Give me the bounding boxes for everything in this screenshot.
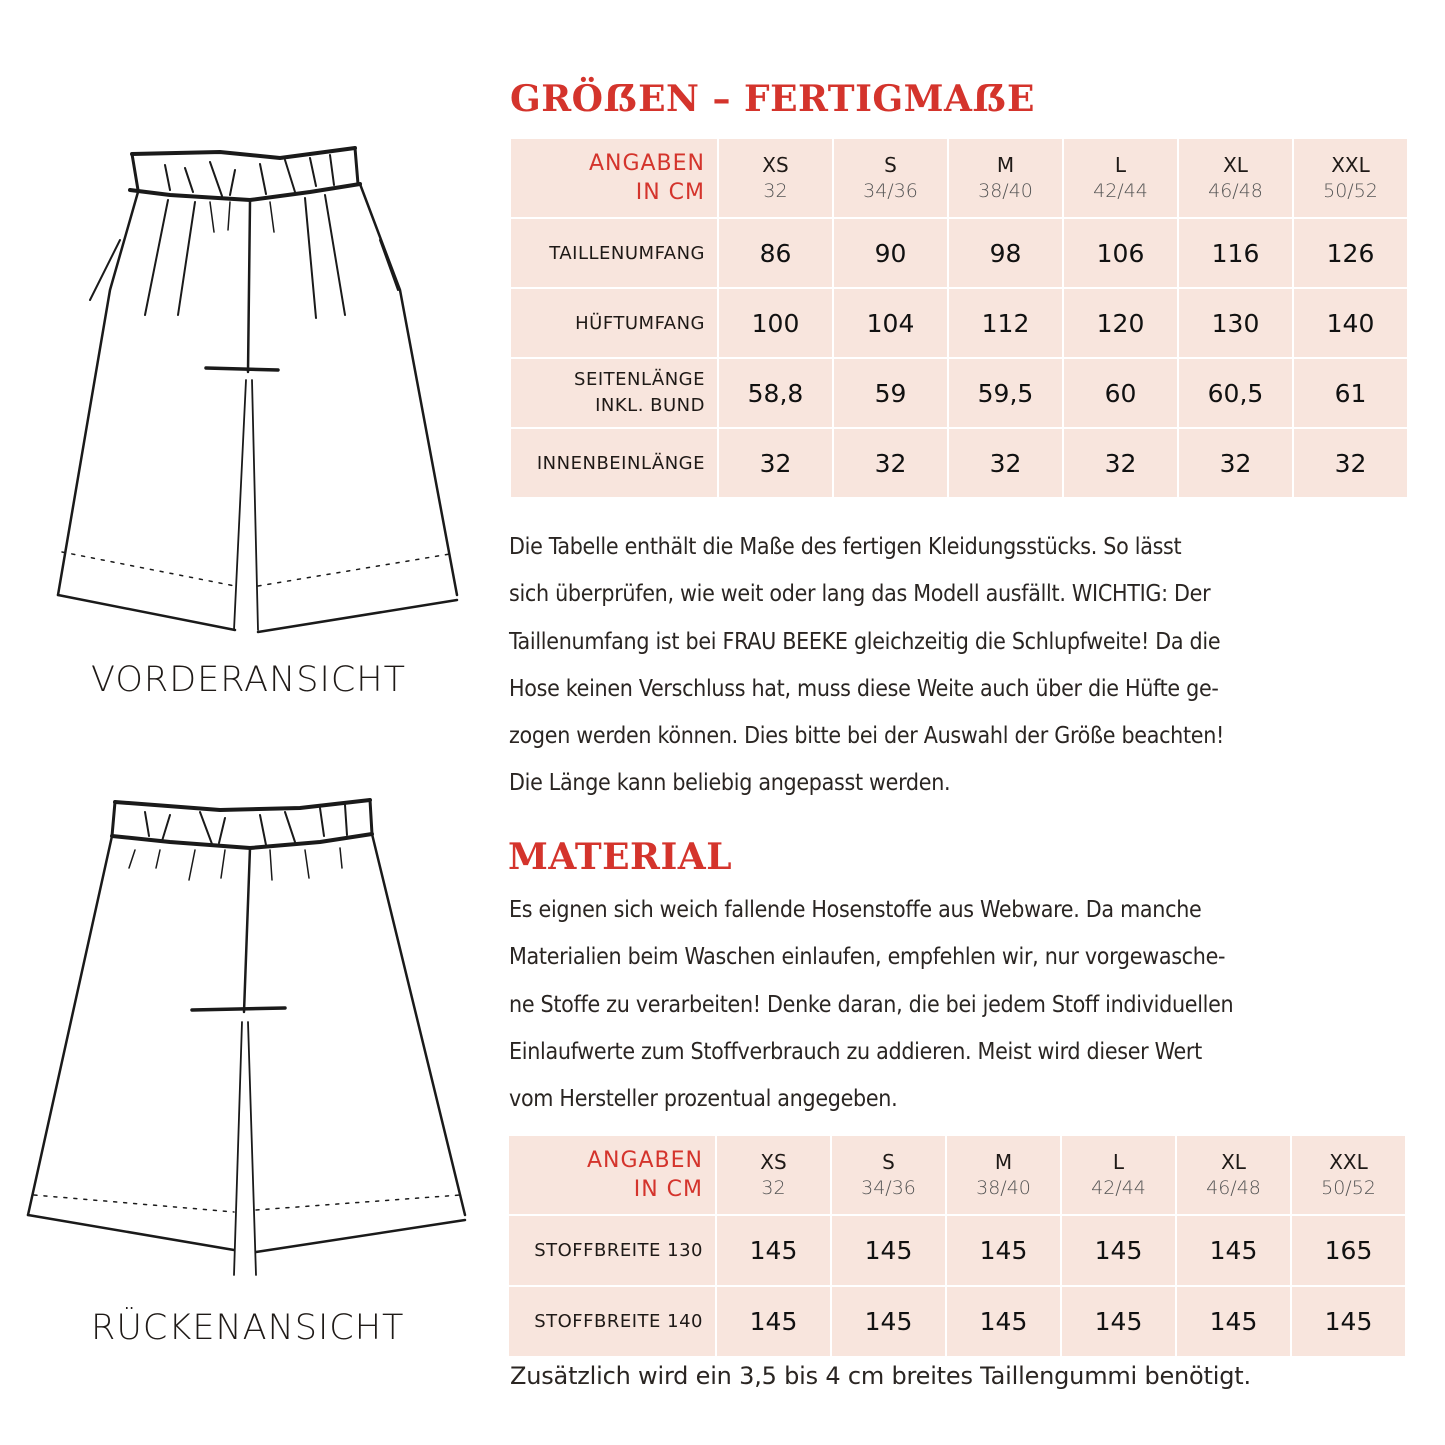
units-header xyxy=(508,1135,716,1215)
size-number: 32 xyxy=(763,180,788,202)
text-line: sich überprüfen, wie weit oder lang das Modell ausfällt. WICHTIG: Der xyxy=(509,581,1211,608)
table-cell: 32 xyxy=(1178,428,1293,498)
table-cell: 100 xyxy=(718,288,833,358)
size-number: 34/36 xyxy=(861,1177,916,1199)
row-label: INNENBEINLÄNGE xyxy=(510,428,718,498)
size-name: XL xyxy=(1221,1150,1246,1174)
sizes-description xyxy=(509,524,1224,808)
text-line: Die Länge kann beliebig angepasst werden. xyxy=(509,770,951,797)
row-label: STOFFBREITE 140 xyxy=(508,1286,716,1357)
table-cell: 59,5 xyxy=(948,358,1063,428)
text-line: Taillenumfang ist bei FRAU BEEKE gleichzeitig die Schlupfweite! Da die xyxy=(509,628,1221,655)
table-cell: 145 xyxy=(831,1215,946,1286)
table-cell: 145 xyxy=(946,1215,1061,1286)
table-cell: 145 xyxy=(1061,1286,1176,1357)
table-row xyxy=(510,358,1408,428)
size-column-header xyxy=(831,1135,946,1215)
text-line: vom Hersteller prozentual angegeben. xyxy=(509,1086,898,1113)
table-cell: 145 xyxy=(946,1286,1061,1357)
size-column-header xyxy=(718,138,833,218)
table-row xyxy=(510,428,1408,498)
table-cell: 59 xyxy=(833,358,948,428)
table-cell: 60 xyxy=(1063,358,1178,428)
size-name: S xyxy=(882,1150,895,1174)
table-cell: 32 xyxy=(1293,428,1408,498)
table-cell: 104 xyxy=(833,288,948,358)
text-line: zogen werden können. Dies bitte bei der Auswahl der Größe beachten! xyxy=(509,723,1225,750)
back-view-caption: RÜCKENANSICHT xyxy=(91,1308,405,1348)
size-column-header xyxy=(1293,138,1408,218)
table-cell: 32 xyxy=(833,428,948,498)
sizes-heading: GRÖẞEN – FERTIGMAẞE xyxy=(510,78,1035,120)
table-cell: 120 xyxy=(1063,288,1178,358)
size-number: 50/52 xyxy=(1321,1177,1376,1199)
table-cell: 86 xyxy=(718,218,833,288)
units-line2: IN CM xyxy=(633,1177,703,1202)
table-cell: 106 xyxy=(1063,218,1178,288)
finished-measurements-table xyxy=(509,137,1409,499)
size-number: 38/40 xyxy=(976,1177,1031,1199)
table-cell: 140 xyxy=(1293,288,1408,358)
table-cell: 145 xyxy=(831,1286,946,1357)
size-name: M xyxy=(996,153,1015,177)
shorts-back-sketch-icon xyxy=(20,790,480,1290)
size-name: XXL xyxy=(1331,153,1370,177)
row-label: HÜFTUMFANG xyxy=(510,288,718,358)
text-line: Materialien beim Waschen einlaufen, empfehlen wir, nur vorgewasche- xyxy=(509,944,1226,971)
table-cell: 145 xyxy=(1291,1286,1406,1357)
size-column-header xyxy=(716,1135,831,1215)
size-name: M xyxy=(994,1150,1013,1174)
front-view-illustration xyxy=(20,140,480,640)
shorts-front-sketch-icon xyxy=(20,140,480,640)
table-cell: 145 xyxy=(716,1286,831,1357)
size-number: 34/36 xyxy=(863,180,918,202)
size-name: L xyxy=(1114,153,1127,177)
table-cell: 130 xyxy=(1178,288,1293,358)
row-label: STOFFBREITE 130 xyxy=(508,1215,716,1286)
size-number: 46/48 xyxy=(1208,180,1263,202)
table-row xyxy=(508,1215,1406,1286)
units-header xyxy=(510,138,718,218)
fabric-requirements-table xyxy=(507,1134,1407,1358)
size-number: 32 xyxy=(761,1177,786,1199)
units-line1: ANGABEN xyxy=(588,151,705,176)
text-line: Hose keinen Verschluss hat, muss diese Weite auch über die Hüfte ge- xyxy=(509,675,1219,702)
table-header-row xyxy=(510,138,1408,218)
size-column-header xyxy=(1176,1135,1291,1215)
size-number: 38/40 xyxy=(978,180,1033,202)
material-description xyxy=(509,887,1233,1123)
table-cell: 32 xyxy=(948,428,1063,498)
table-cell: 126 xyxy=(1293,218,1408,288)
size-name: L xyxy=(1112,1150,1125,1174)
table-cell: 145 xyxy=(716,1215,831,1286)
size-name: XL xyxy=(1223,153,1248,177)
size-number: 46/48 xyxy=(1206,1177,1261,1199)
back-view-illustration xyxy=(20,790,480,1290)
text-line: ne Stoffe zu verarbeiten! Denke daran, die bei jedem Stoff individuellen xyxy=(509,991,1234,1018)
size-number: 50/52 xyxy=(1323,180,1378,202)
table-cell: 61 xyxy=(1293,358,1408,428)
size-name: XS xyxy=(760,1150,787,1174)
size-number: 42/44 xyxy=(1093,180,1148,202)
size-column-header xyxy=(1291,1135,1406,1215)
front-view-caption: VORDERANSICHT xyxy=(91,660,406,700)
size-name: XXL xyxy=(1329,1150,1368,1174)
size-column-header xyxy=(1061,1135,1176,1215)
row-label-line1: SEITENLÄNGE xyxy=(574,369,705,390)
table-cell: 32 xyxy=(1063,428,1178,498)
table-cell: 98 xyxy=(948,218,1063,288)
row-label xyxy=(510,358,718,428)
size-name: S xyxy=(884,153,897,177)
table-cell: 145 xyxy=(1176,1286,1291,1357)
row-label: TAILLENUMFANG xyxy=(510,218,718,288)
size-number: 42/44 xyxy=(1091,1177,1146,1199)
table-cell: 90 xyxy=(833,218,948,288)
row-label-line2: INKL. BUND xyxy=(595,395,705,416)
table-cell: 32 xyxy=(718,428,833,498)
table-cell: 60,5 xyxy=(1178,358,1293,428)
text-line: Einlaufwerte zum Stoffverbrauch zu addieren. Meist wird dieser Wert xyxy=(509,1038,1202,1065)
units-line1: ANGABEN xyxy=(586,1148,703,1173)
material-heading: MATERIAL xyxy=(508,836,733,878)
size-column-header xyxy=(1178,138,1293,218)
text-line: Es eignen sich weich fallende Hosenstoffe aus Webware. Da manche xyxy=(509,897,1202,923)
size-column-header xyxy=(833,138,948,218)
elastic-note: Zusätzlich wird ein 3,5 bis 4 cm breites Taillengummi benötigt. xyxy=(510,1362,1251,1390)
table-row xyxy=(510,218,1408,288)
size-column-header xyxy=(1063,138,1178,218)
table-cell: 165 xyxy=(1291,1215,1406,1286)
table-cell: 112 xyxy=(948,288,1063,358)
table-row xyxy=(508,1286,1406,1357)
size-column-header xyxy=(946,1135,1061,1215)
table-row xyxy=(510,288,1408,358)
units-line2: IN CM xyxy=(635,180,705,205)
table-header-row xyxy=(508,1135,1406,1215)
size-column-header xyxy=(948,138,1063,218)
table-cell: 116 xyxy=(1178,218,1293,288)
table-cell: 145 xyxy=(1176,1215,1291,1286)
text-line: Die Tabelle enthält die Maße des fertigen Kleidungsstücks. So lässt xyxy=(509,534,1182,560)
table-cell: 58,8 xyxy=(718,358,833,428)
size-name: XS xyxy=(762,153,789,177)
table-cell: 145 xyxy=(1061,1215,1176,1286)
